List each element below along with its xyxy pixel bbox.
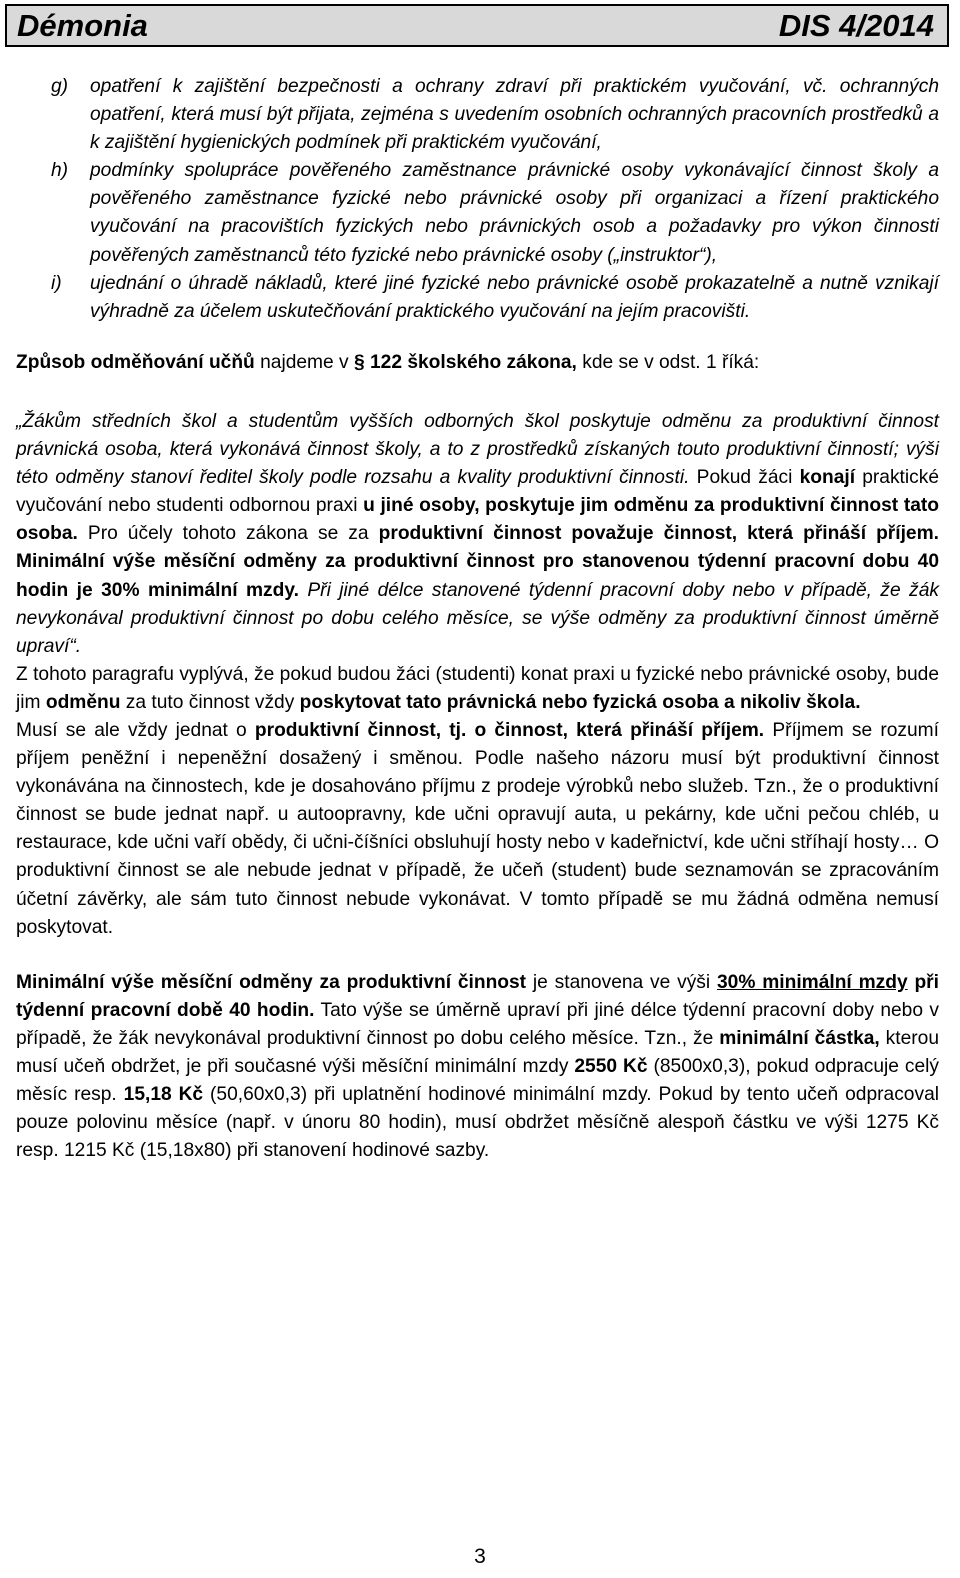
list-marker: h) (51, 160, 69, 182)
text-run: kde se v odst. 1 říká: (576, 351, 760, 373)
article-body (16, 73, 939, 1165)
italic-text: Při jiné délce stanovené týdenní pracovní doby nebo v případě, že žák nevykonával produktivní činnost po dobu celého měsíce, se výše odměny za produktivní činnost úměrně upraví“. (16, 579, 939, 657)
list-item-text: opatření k zajištění bezpečnosti a ochrany zdraví při praktickém vyučování, vč. ochranných opatření, která musí být přijata, zejména s uvedením osobních ochranných pracovních prostředků a k zajištění hygienických podmínek při praktickém vyučování, (90, 76, 939, 154)
text-run: Tato výše se úměrně upraví při jiné délce týdenní pracovní doby nebo v případě, že žák nevykonával produktivní činnost po dobu celého měsíce. Tzn., že (16, 999, 939, 1049)
bold-text: 15,18 Kč (123, 1084, 204, 1106)
text-run: (8500x0,3), pokud odpracuje celý měsíc resp. (16, 1056, 940, 1106)
list-marker: i) (51, 272, 62, 294)
text-run: najdeme v (254, 351, 354, 373)
bold-text: konají (799, 467, 856, 489)
magazine-title: Démonia (17, 8, 148, 43)
issue-label: DIS 4/2014 (778, 8, 934, 43)
text-run: (50,60x0,3) při uplatnění hodinové minimální mzdy. Pokud by tento učeň odpracoval pouze polovinu měsíce (např. v únoru 80 hodin), musí obdržet měsíčně alespoň částku ve výši 1275 Kč resp. 1215 Kč (15,18x80) při stanovení hodinové sazby. (16, 1084, 939, 1162)
intro-paragraph (16, 349, 939, 377)
list-item-text: podmínky spolupráce pověřeného zaměstnance právnické osoby vykonávající činnost školy a pověřeného zaměstnance fyzické nebo právnické osoby při organizaci a řízení praktického vyučování na pracovištích fyzických nebo právnických osob a požadavky pro výkon činnosti pověřených zaměstnanců této fyzické nebo právnické osoby („instruktor“), (90, 160, 939, 266)
text-run: je stanovena ve výši (526, 971, 717, 993)
list-marker: g) (51, 76, 69, 97)
bold-text: produktivní činnost považuje činnost, která přináší příjem. (378, 523, 939, 545)
text-run: za tuto činnost vždy (120, 691, 300, 713)
underlined-text: 30% minimální mzdy (716, 971, 908, 993)
bold-text: minimální částka, (719, 1027, 880, 1049)
provision-list (16, 73, 939, 326)
list-item-text: ujednání o úhradě nákladů, které jiné fyzické nebo právnické osobě prokazatelně a nutně vznikají výhradně za účelem uskutečňování praktického vyučování na jejím pracovišti. (90, 272, 939, 322)
text-run: Pro účely tohoto zákona se za (77, 523, 379, 545)
italic-text: „Žákům středních škol a studentům vyšších odborných škol poskytuje odměnu za produktivní činnost právnická osoba, která vykonává činnost školy, a to z prostředků získaných touto produktivní činností; výši této odměny stanoví ředitel školy podle rozsahu a kvality produktivní činnosti. (16, 410, 939, 489)
list-item (16, 270, 939, 326)
bold-text: poskytovat tato právnická nebo fyzická osoba a nikoliv škola. (299, 691, 861, 713)
bold-text: u jiné osoby, poskytuje jim odměnu za produktivní činnost tato osoba. (16, 495, 939, 545)
paragraph-productive-activity (16, 717, 939, 942)
bold-text: § 122 školského zákona, (353, 351, 577, 373)
bold-text: při týdenní pracovní době 40 hodin. (16, 971, 939, 1021)
page-header (5, 4, 949, 47)
text-run: Musí se ale vždy jednat o (16, 719, 255, 741)
paragraph-minimum-amount (16, 969, 939, 1166)
page-number: 3 (474, 1545, 486, 1568)
list-item (16, 157, 939, 269)
bold-text: produktivní činnost, tj. o činnost, která přináší příjem. (254, 719, 765, 741)
bold-text: 2550 Kč (574, 1056, 648, 1077)
paragraph-payment (16, 661, 939, 717)
text-run: kterou musí učeň obdržet, je při současné výši měsíční minimální mzdy (16, 1027, 939, 1077)
bold-text: Minimální výše měsíční odměny za produktivní činnost (16, 971, 527, 993)
text-run: Příjmem se rozumí příjem peněžní i nepeněžní dosažený i směnou. Podle našeho názoru musí být produktivní činnost vykonávána na činnostech, kde je dosahováno příjmu z prodeje výrobků nebo služeb. Tzn., že o produktivní činnost se bude jednat např. u autoopravny, kde učni opravují auta, u pekárny, kde učni pečou chléb, u restaurace, kde učni vaří obědy, či učni-číšníci obsluhují hosty nebo v kadeřnictví, kde učni stříhají hosty… O produktivní činnost se ale nebude jednat v případě, že učeň (student) bude seznamován se zpracováním účetní závěrky, ale sám tuto činnost nebude vykonávat. V tomto případě se mu žádná odměna nemusí poskytovat. (16, 719, 939, 938)
bold-text: Minimální výše měsíční odměny za produktivní činnost pro stanovenou týdenní pracovní dobu 40 hodin je 30% minimální mzdy. (16, 551, 939, 601)
bold-text (717, 972, 908, 993)
list-item (16, 73, 939, 157)
bold-text: odměnu (45, 691, 121, 713)
text-run: praktické vyučování nebo studenti odbornou praxi (16, 467, 940, 517)
text-run: Z tohoto paragrafu vyplývá, že pokud budou žáci (studenti) konat praxi u fyzické nebo právnické osoby, bude jim (16, 663, 939, 713)
text-run: Pokud žáci (689, 467, 800, 489)
bold-text: Způsob odměňování učňů (16, 351, 255, 373)
law-quote (16, 408, 939, 661)
